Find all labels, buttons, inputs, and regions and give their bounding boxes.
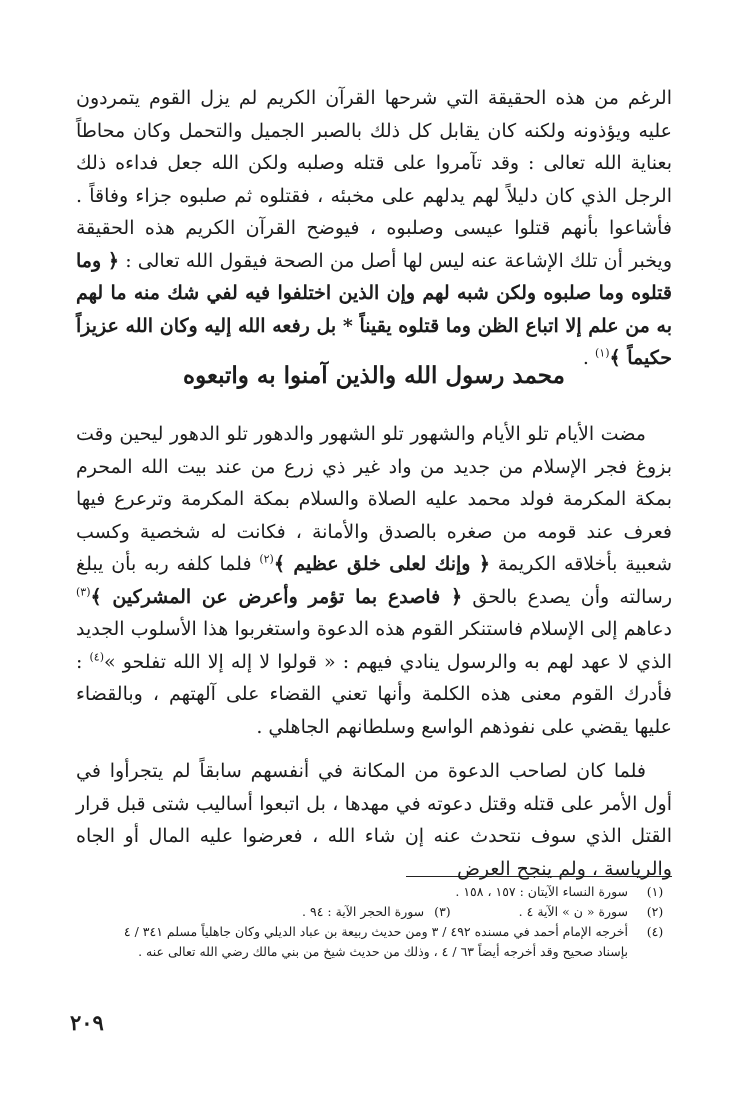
footnote-number: (٣) [434, 904, 451, 919]
footnote-1 [76, 882, 672, 902]
paragraph-2-part-1: مضت الأيام تلو الأيام والشهور تلو الشهور والدهور تلو الدهور ليحين وقت بزوغ فجر الإسلام من جديد من واد غير ذي زرع من عند بيت الله المحرم بمكة المكرمة فولد محمد عليه الصلاة والسلام بمكة المكرمة وترعرع فيها فعرف عند قومه من صغره بالصدق والأمانة ، فكانت له شخصية وكسب شعبية بأخلاقه الكريمة [76, 423, 672, 575]
footnote-4-continuation: بإسناد صحيح وقد أخرجه أيضاً ٦٣ / ٤ ، وذلك من حديث شيخ من بني مالك رضي الله تعالى عنه . [138, 944, 628, 959]
footnote-divider [406, 876, 672, 877]
paragraph-2 [76, 418, 672, 743]
footnote-text: سورة النساء الآيتان : ١٥٧ ، ١٥٨ . [455, 884, 628, 899]
footnote-ref-4: (٤) [89, 650, 105, 664]
page-number: ٢٠٩ [70, 1010, 104, 1035]
footnote-ref-3: (٣) [76, 585, 91, 599]
footnote-number: (٢) [646, 904, 664, 919]
quran-quote-2: ﴿ وإنك لعلى خلق عظيم ﴾ [273, 553, 490, 575]
paragraph-1 [76, 82, 672, 375]
footnote-ref-2: (٢) [259, 552, 274, 566]
footnote-text: سورة الحجر الآية : ٩٤ . [302, 904, 425, 919]
footnote-4 [76, 922, 672, 942]
footnote-text: سورة « ن » الآية ٤ . [518, 904, 628, 919]
footnotes [76, 882, 672, 962]
footnote-number: (٤) [646, 924, 664, 939]
footnote-number: (١) [646, 884, 664, 899]
quran-quote-1: ﴿ وما قتلوه وما صلبوه ولكن شبه لهم وإن الذين اختلفوا فيه لفي شك منه ما لهم به من علم إلا اتباع الظن وما قتلوه يقيناً * بل رفعه الله إليه وكان الله عزيزاً حكيماً ﴾ [76, 249, 672, 369]
paragraph-1-text: الرغم من هذه الحقيقة التي شرحها القرآن الكريم لم يزل القوم يتمردون عليه ويؤذونه ولكنه كان يقابل كل ذلك بالصبر الجميل والتحمل وكان محاطاً بعناية الله تعالى : وقد تآمروا على قتله وصلبه ولكن الله جعل فداءه ذلك الرجل الذي كان دليلاً لهم يدلهم على مخبئه ، فقتلوه ثم صلبوه جزاء وفاقاً . فأشاعوا بأنهم قتلوا عيسى وصلبوه ، فيوضح القرآن الكريم هذه الحقيقة ويخبر أن تلك الإشاعة عنه ليس لها أصل من الصحة فيقول الله تعالى : [76, 87, 672, 272]
footnote-ref-1: (١) [594, 346, 610, 360]
paragraph-1-end: . [582, 347, 595, 369]
paragraph-2-part-4: : فأدرك القوم معنى هذه الكلمة وأنها تعني القضاء على آلهتهم ، وبالقضاء عليها يقضي على نفوذهم الواسع وسلطانهم الجاهلي . [76, 650, 672, 738]
quran-quote-3: ﴿ فاصدع بما تؤمر وأعرض عن المشركين ﴾ [90, 585, 463, 608]
paragraph-2-part-3: دعاهم إلى الإسلام فاستنكر القوم هذه الدعوة واستغربوا هذا الأسلوب الجديد الذي لا عهد لهم به والرسول ينادي فيهم : « قولوا لا إله إلا الله تفلحو » [76, 618, 672, 673]
paragraph-2-part-2: فلما كلفه ربه بأن يبلغ رسالته وأن يصدع بالحق [76, 553, 672, 608]
paragraph-3 [76, 755, 672, 885]
paragraph-3-text: فلما كان لصاحب الدعوة من المكانة في أنفسهم سابقاً لم يتجرأوا في أول الأمر على قتله وقتل دعوته في مهدها ، بل اتبعوا أساليب شتى قبل قرار القتل الذي سوف نتحدث عنه إن شاء الله ، فعرضوا عليه المال أو الجاه والرياسة ، ولم ينجح العرض [76, 760, 672, 880]
footnote-text: أخرجه الإمام أحمد في مسنده ٤٩٢ / ٣ ومن حديث ربيعة بن عباد الديلي وكان جاهلياً مسلم ٣٤١ / ٤ [123, 924, 628, 939]
footnote-2-and-3 [76, 902, 672, 922]
section-heading: محمد رسول الله والذين آمنوا به واتبعوه [183, 362, 565, 389]
